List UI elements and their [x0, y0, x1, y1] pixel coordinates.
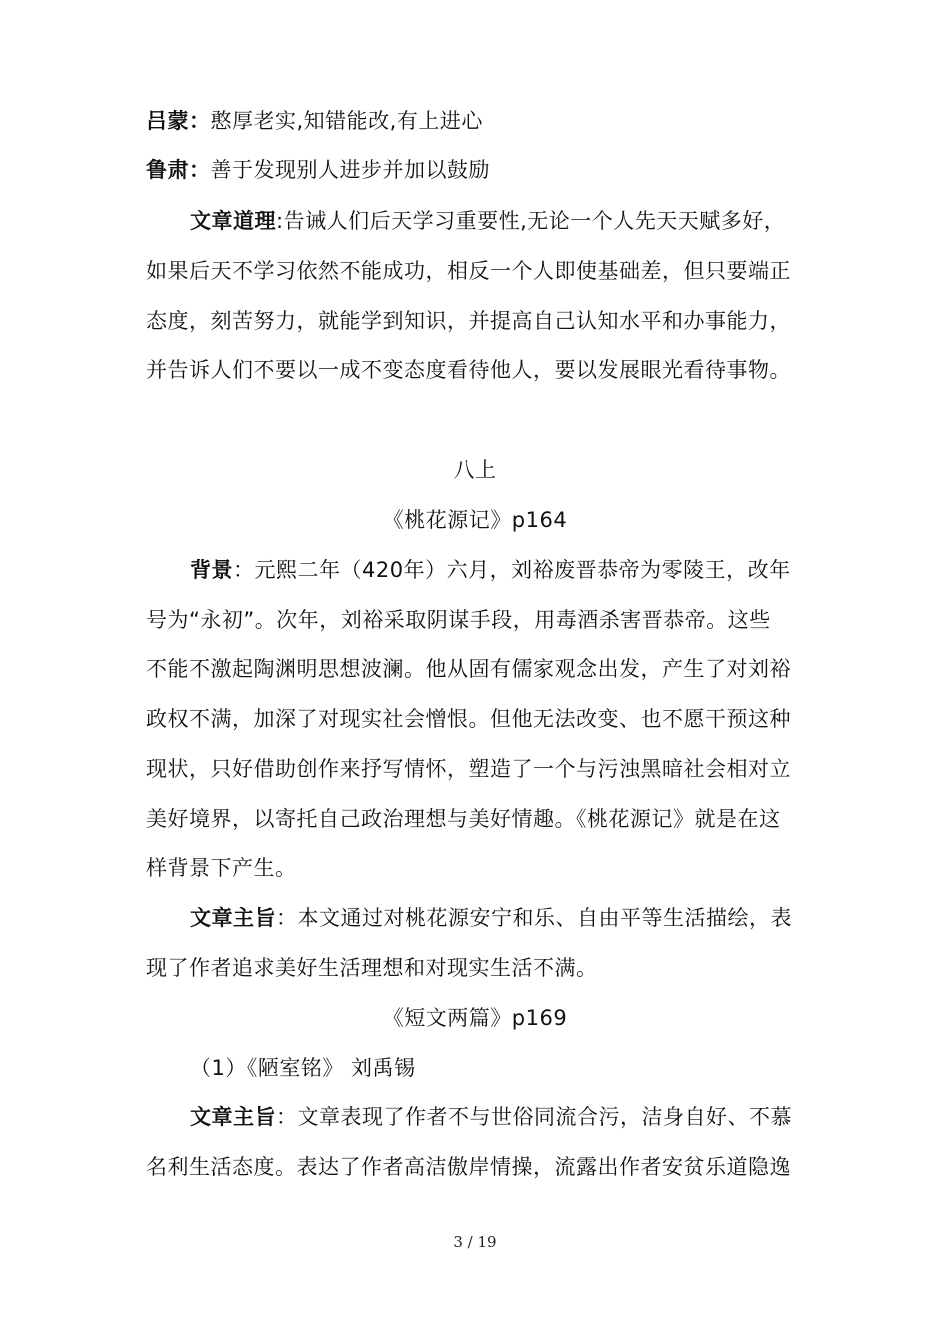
theme-label: 文章主旨 — [190, 1105, 276, 1129]
background-text: ：元熙二年（420年）六月，刘裕废晋恭帝为零陵王，改年 — [233, 558, 791, 582]
character-line-lvmeng — [146, 106, 483, 136]
background-paragraph-line: 号为“永初”。次年，刘裕采取阴谋手段，用毒酒杀害晋恭帝。这些 — [146, 608, 771, 632]
moral-paragraph-line: 态度，刻苦努力，就能学到知识，并提高自己认知水平和办事能力， — [146, 309, 791, 333]
moral-paragraph-line — [190, 206, 785, 236]
background-paragraph-line: 不能不激起陶渊明思想波澜。他从固有儒家观念出发，产生了对刘裕 — [146, 657, 791, 681]
character-description: 憨厚老实,知错能改,有上进心 — [210, 109, 483, 133]
moral-paragraph-line: 如果后天不学习依然不能成功，相反一个人即使基础差，但只要端正 — [146, 259, 791, 283]
text-title-peach-blossom: 《桃花源记》p164 — [382, 508, 568, 532]
background-paragraph-line: 美好境界，以寄托自己政治理想与美好情趣。《桃花源记》就是在这 — [146, 807, 781, 831]
theme-paragraph-line: 现了作者追求美好生活理想和对现实生活不满。 — [146, 956, 598, 980]
section-title: 八上 — [453, 458, 497, 482]
character-name: 鲁肃： — [146, 158, 211, 182]
background-label: 背景 — [190, 558, 233, 582]
character-description: 善于发现别人进步并加以鼓励 — [210, 158, 490, 182]
background-paragraph-line: 现状，只好借助创作来抒写情怀，塑造了一个与污浊黑暗社会相对立 — [146, 757, 791, 781]
background-paragraph-line — [190, 555, 791, 585]
theme-paragraph-line — [190, 1102, 792, 1132]
moral-paragraph-line: 并告诉人们不要以一成不变态度看待他人，要以发展眼光看待事物。 — [146, 358, 791, 382]
theme-text: ：文章表现了作者不与世俗同流合污，洁身自好、不慕 — [276, 1105, 792, 1129]
character-name: 吕蒙： — [146, 109, 211, 133]
moral-text: :告诫人们后天学习重要性,无论一个人先天天赋多好， — [276, 209, 786, 233]
theme-text: ：本文通过对桃花源安宁和乐、自由平等生活描绘，表 — [276, 906, 792, 930]
moral-label: 文章道理 — [190, 209, 276, 233]
background-paragraph-line: 政权不满，加深了对现实社会憎恨。但他无法改变、也不愿干预这种 — [146, 707, 791, 731]
theme-label: 文章主旨 — [190, 906, 276, 930]
essay-heading: （1）《陋室铭》 刘禹锡 — [190, 1056, 416, 1080]
page-number: 3 / 19 — [453, 1233, 497, 1251]
theme-paragraph-line: 名利生活态度。表达了作者高洁傲岸情操，流露出作者安贫乐道隐逸 — [146, 1155, 791, 1179]
theme-paragraph-line — [190, 903, 792, 933]
character-line-lusu — [146, 155, 490, 185]
text-title-two-essays: 《短文两篇》p169 — [382, 1006, 568, 1030]
background-paragraph-line: 样背景下产生。 — [146, 856, 297, 880]
